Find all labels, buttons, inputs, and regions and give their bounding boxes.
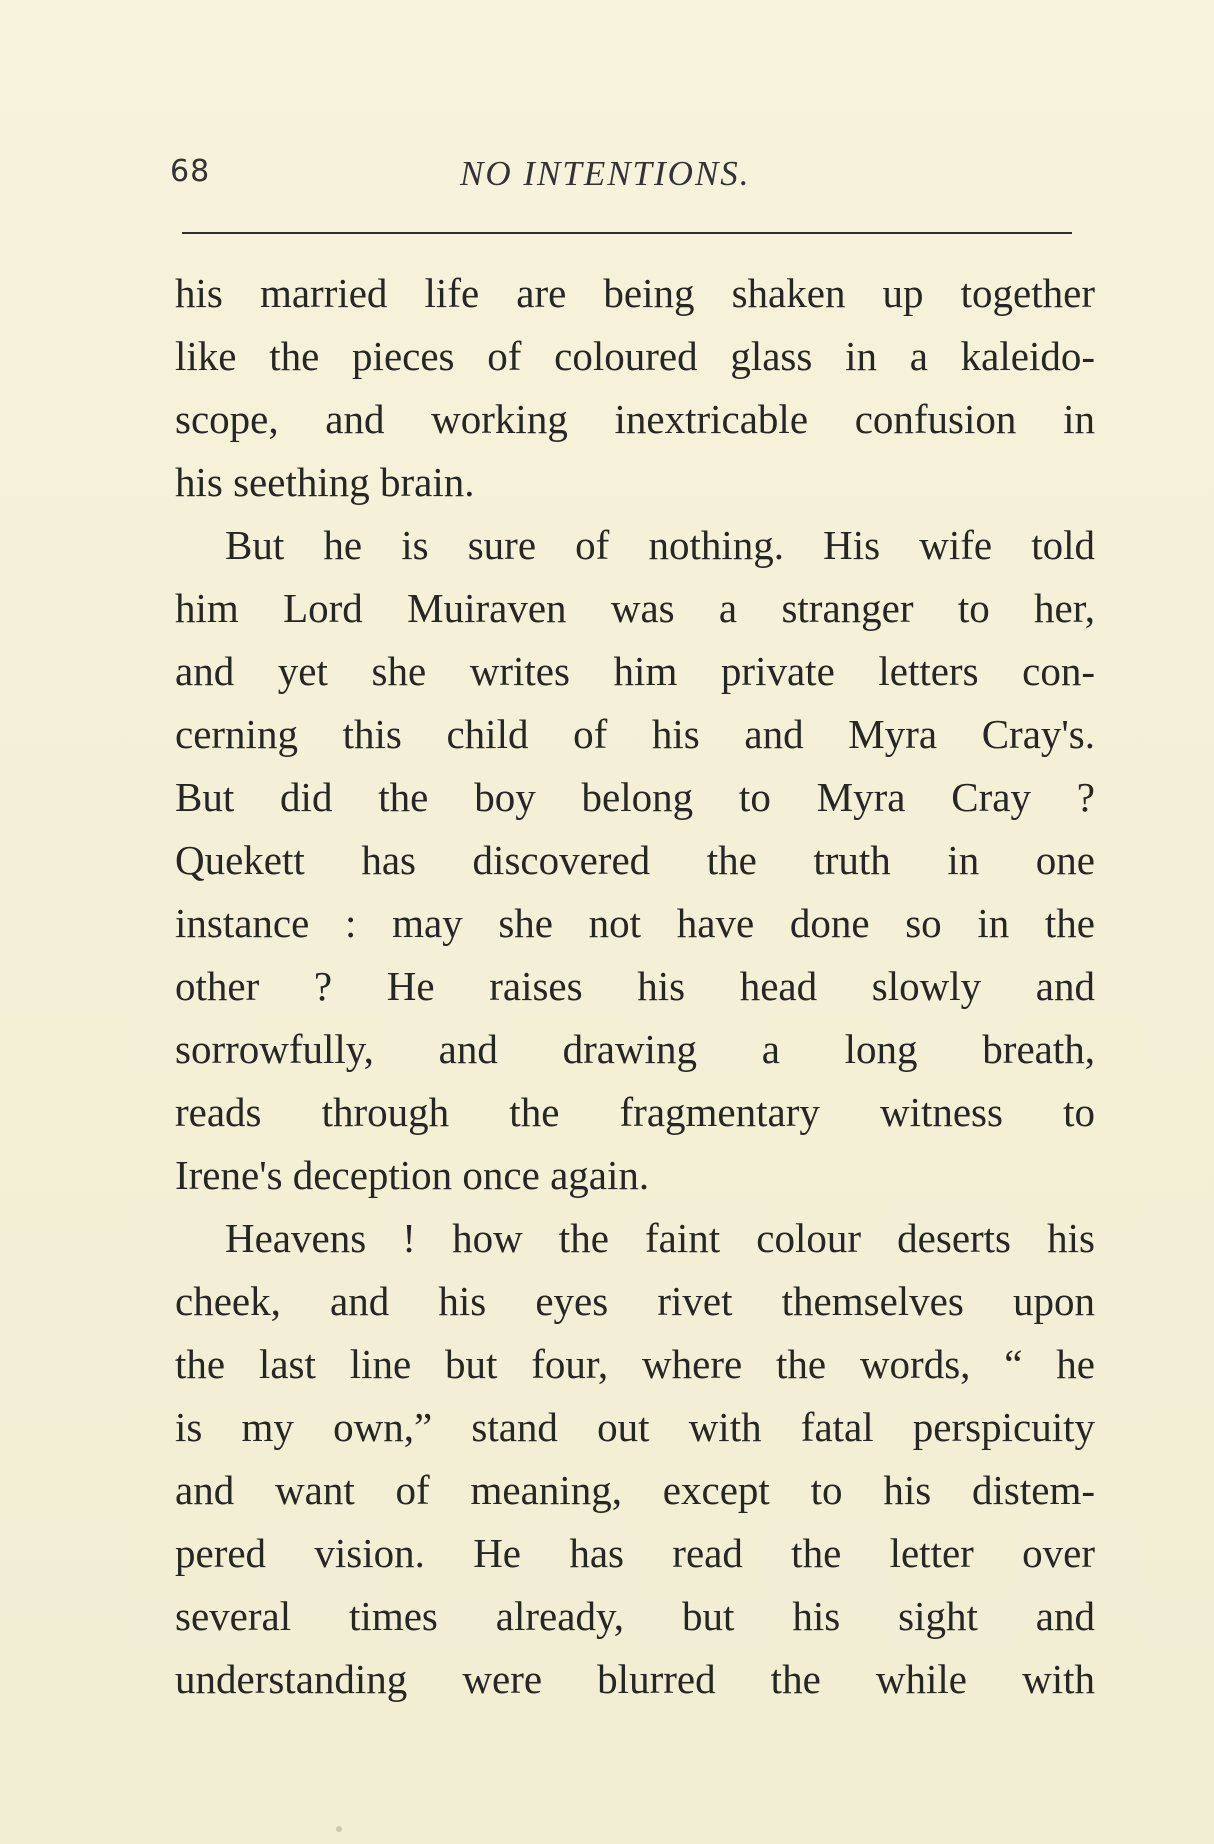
paper-speck	[336, 1826, 342, 1832]
text-line: and want of meaning, except to his distem-	[175, 1467, 1095, 1513]
body-text	[175, 262, 1095, 1711]
text-line: instance : may she not have done so in the	[175, 900, 1095, 946]
running-head	[170, 150, 1070, 210]
text-line: cheek, and his eyes rivet themselves upon	[175, 1278, 1095, 1324]
page-number: 68	[170, 154, 211, 189]
text-line: reads through the fragmentary witness to	[175, 1089, 1095, 1135]
text-line: But he is sure of nothing. His wife told	[225, 522, 1095, 568]
text-line: him Lord Muiraven was a stranger to her,	[175, 585, 1095, 631]
text-line: the last line but four, where the words, “ he	[175, 1341, 1095, 1387]
text-line: scope, and working inextricable confusion in	[175, 396, 1095, 442]
text-line: cerning this child of his and Myra Cray's.	[175, 711, 1095, 757]
text-line: is my own,” stand out with fatal perspicuity	[175, 1404, 1095, 1450]
text-line: Quekett has discovered the truth in one	[175, 837, 1095, 883]
text-line: sorrowfully, and drawing a long breath,	[175, 1026, 1095, 1072]
text-line: his seething brain.	[175, 459, 475, 505]
text-line: understanding were blurred the while with	[175, 1656, 1095, 1702]
text-line: other ? He raises his head slowly and	[175, 963, 1095, 1009]
running-title: NO INTENTIONS.	[460, 154, 751, 193]
text-line: several times already, but his sight and	[175, 1593, 1095, 1639]
text-line: like the pieces of coloured glass in a kaleido-	[175, 333, 1095, 379]
text-line: and yet she writes him private letters con-	[175, 648, 1095, 694]
text-line: his married life are being shaken up together	[175, 270, 1095, 316]
header-rule	[182, 232, 1072, 234]
text-line: Irene's deception once again.	[175, 1152, 650, 1198]
text-line: But did the boy belong to Myra Cray ?	[175, 774, 1095, 820]
text-line: Heavens ! how the faint colour deserts his	[225, 1215, 1095, 1261]
text-line: pered vision. He has read the letter over	[175, 1530, 1095, 1576]
